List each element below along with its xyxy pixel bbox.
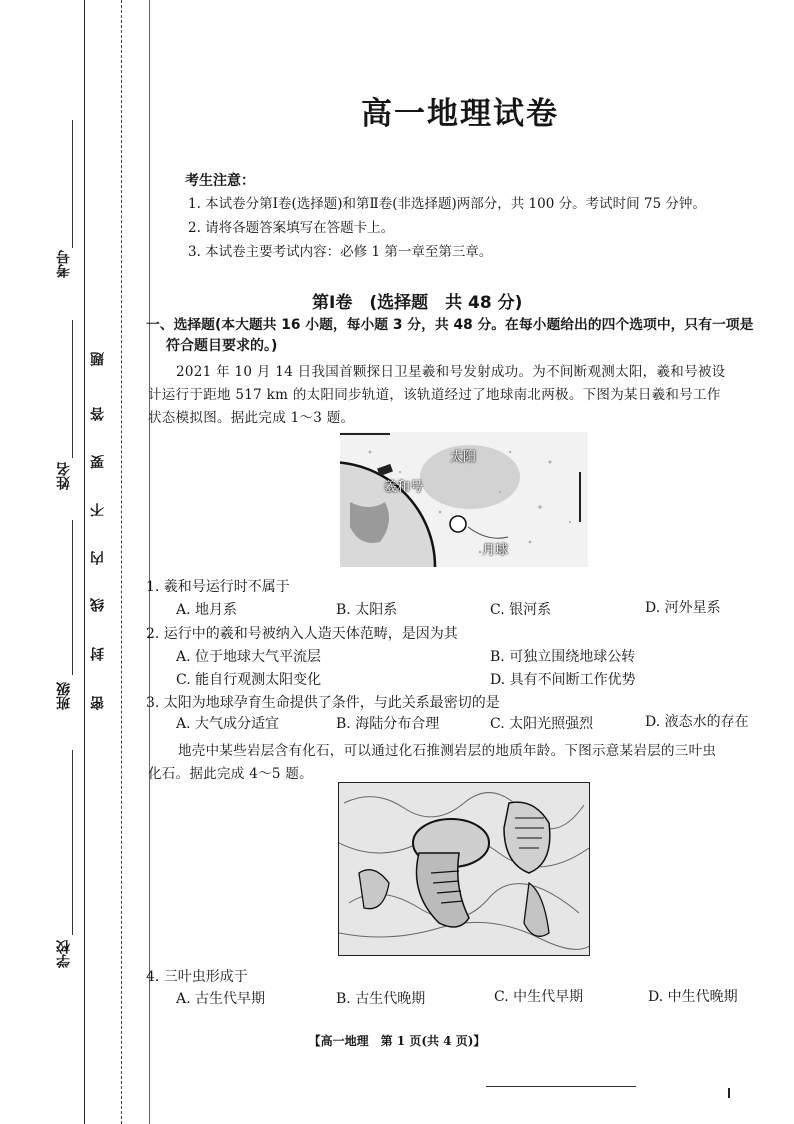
question-stem: 1. 羲和号运行时不属于	[146, 579, 290, 595]
option: C. 银河系	[490, 602, 552, 618]
seal-char: 内	[90, 551, 106, 565]
figure-label-xihe: 羲和号	[384, 480, 424, 495]
class-label: 班级	[56, 682, 72, 710]
school-line	[72, 750, 73, 935]
option: D. 液态水的存在	[645, 714, 749, 730]
seal-char: 线	[90, 598, 106, 612]
option: B. 海陆分布合理	[336, 716, 440, 732]
question-stem: 2. 运行中的羲和号被纳入人造天体范畴，是因为其	[146, 626, 458, 642]
seal-char: 密	[90, 696, 106, 710]
option: B. 太阳系	[336, 602, 398, 618]
option: D. 河外星系	[645, 600, 721, 616]
option: C. 太阳光照强烈	[490, 716, 594, 732]
question-stem: 4. 三叶虫形成于	[146, 969, 248, 985]
page-border-line	[149, 0, 150, 1124]
trilobite-figure	[338, 782, 590, 956]
passage-line: 计运行于距地 517 km 的太阳同步轨道，该轨道经过了地球南北两极。下图为某日羲和号工作	[148, 387, 721, 403]
margin-line-left	[84, 0, 85, 1124]
option: D. 中生代晚期	[648, 989, 738, 1005]
option: A. 大气成分适宜	[176, 716, 280, 732]
name-label: 姓名	[56, 462, 72, 490]
notice-item: 2. 请将各题答案填写在答题卡上。	[188, 220, 395, 236]
seal-char: 封	[90, 647, 106, 661]
xihe-figure	[340, 432, 588, 567]
exam-no-line	[72, 120, 73, 248]
passage-line: 地壳中某些岩层含有化石，可以通过化石推测岩层的地质年龄。下图示意某岩层的三叶虫	[178, 743, 717, 759]
option: B. 古生代晚期	[336, 991, 426, 1007]
bottom-tick	[728, 1088, 730, 1098]
page-title: 高一地理试卷	[361, 96, 559, 132]
bottom-rule	[486, 1086, 636, 1087]
option: A. 地月系	[176, 602, 238, 618]
passage-line: 状态模拟图。据此完成 1～3 题。	[148, 410, 355, 426]
exam-no-label: 考号	[56, 250, 72, 278]
part-heading: 一、选择题(本大题共 16 小题，每小题 3 分，共 48 分。在每小题给出的四个选项中，只有一项是	[146, 317, 754, 333]
option: D. 具有不间断工作优势	[490, 672, 636, 688]
notice-heading: 考生注意：	[185, 173, 255, 189]
option: A. 古生代早期	[176, 991, 266, 1007]
class-line	[72, 520, 73, 675]
trilobite-figure-art	[339, 783, 589, 955]
figure-label-sun: 太阳	[450, 450, 477, 465]
option: B. 可独立围绕地球公转	[490, 649, 636, 665]
passage-line: 2021 年 10 月 14 日我国首颗探日卫星羲和号发射成功。为不间断观测太阳，羲和号被设	[176, 364, 726, 380]
school-label: 学校	[56, 940, 72, 968]
seal-char: 要	[90, 455, 106, 469]
name-line	[72, 320, 73, 458]
margin-line-right	[121, 0, 122, 1124]
option: C. 能自行观测太阳变化	[176, 672, 322, 688]
part-heading: 符合题目要求的。)	[166, 338, 278, 354]
passage-line: 化石。据此完成 4～5 题。	[148, 766, 313, 782]
option: C. 中生代早期	[494, 989, 584, 1005]
notice-item: 3. 本试卷主要考试内容：必修 1 第一章至第三章。	[188, 244, 493, 260]
option: A. 位于地球大气平流层	[176, 649, 322, 665]
seal-char: 题	[90, 352, 106, 366]
page-footer: 【高一地理 第 1 页(共 4 页)】	[308, 1034, 486, 1048]
figure-label-moon: 月球	[482, 543, 509, 558]
section-title: 第Ⅰ卷 (选择题 共 48 分)	[312, 293, 523, 313]
seal-char: 答	[90, 407, 106, 421]
question-stem: 3. 太阳为地球孕育生命提供了条件，与此关系最密切的是	[146, 695, 500, 711]
seal-char: 不	[90, 503, 106, 517]
notice-item: 1. 本试卷分第Ⅰ卷(选择题)和第Ⅱ卷(非选择题)两部分，共 100 分。考试时间 75 分钟。	[188, 196, 706, 212]
